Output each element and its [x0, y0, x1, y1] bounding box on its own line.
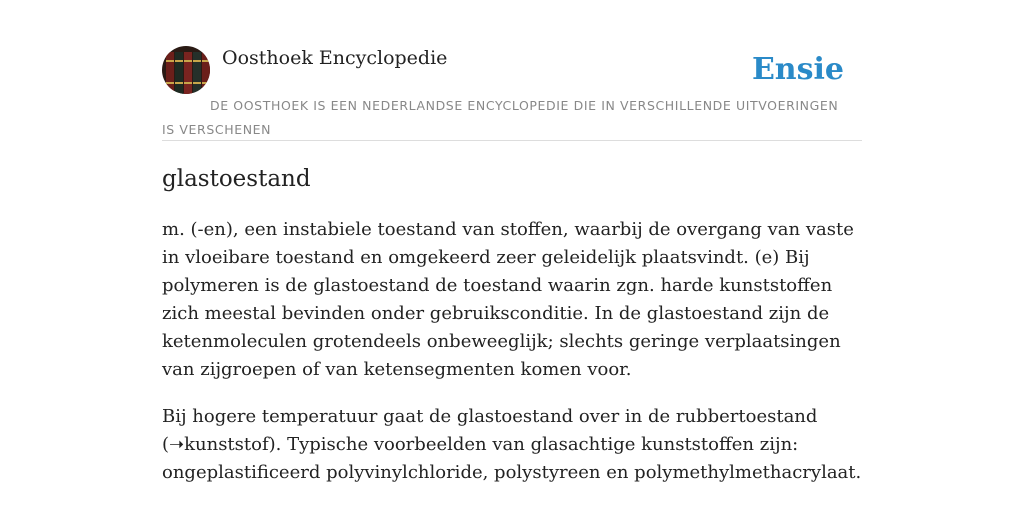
encyclopedia-books-icon[interactable]: [162, 46, 210, 94]
site-tagline: DE OOSTHOEK IS EEN NEDERLANDSE ENCYCLOPEDIE DIE IN VERSCHILLENDE UITVOERINGEN IS VERSCHENEN: [162, 98, 839, 137]
article-body: [162, 216, 862, 506]
site-name-link[interactable]: Oosthoek Encyclopedie: [222, 47, 448, 69]
article-paragraph: m. (-en), een instabiele toestand van stoffen, waarbij de overgang van vaste in vloeibare toestand en omgekeerd zeer geleidelijk plaatsvindt. (e) Bij polymeren is de glastoestand de toestand waarin zgn. harde kunststoffen zich meestal bevinden onder gebruiksconditie. In de glastoestand zijn de ketenmoleculen grotendeels onbeweeglijk; slechts geringe verplaatsingen van zijgroepen of van ketensegmenten komen voor.: [162, 219, 854, 380]
article-title: glastoestand: [162, 166, 311, 192]
ensie-logo-link[interactable]: Ensie: [751, 52, 844, 87]
site-header: [162, 46, 862, 141]
article-paragraph: Bij hogere temperatuur gaat de glastoestand over in de rubbertoestand (➝kunststof). Typische voorbeelden van glasachtige kunststoffen zijn: ongeplastificeerd polyvinylchloride, polystyreen en polymethylmethacrylaat.: [162, 406, 862, 483]
